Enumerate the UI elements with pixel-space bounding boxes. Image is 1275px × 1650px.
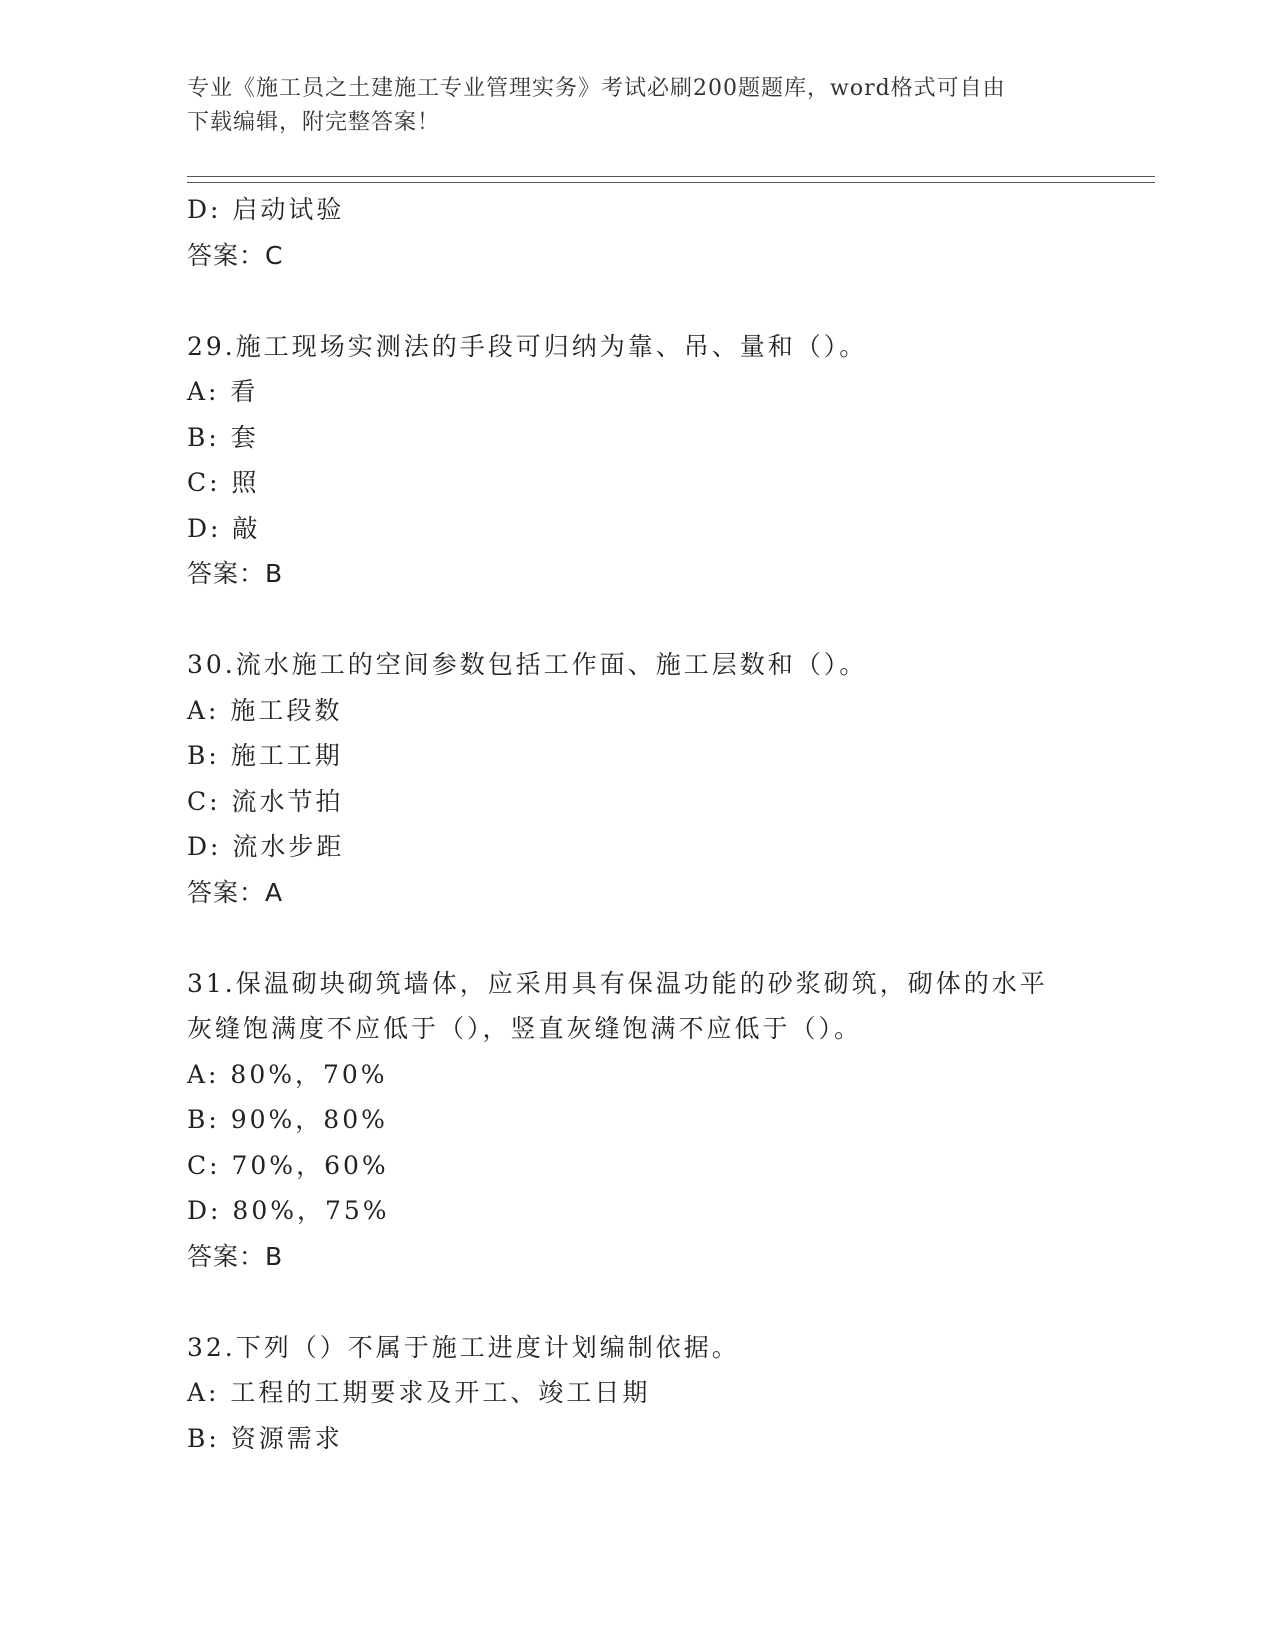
header-divider bbox=[187, 176, 1155, 183]
option-b: B: 套 bbox=[187, 422, 259, 452]
option-c: C: 70%，60% bbox=[187, 1150, 389, 1180]
page-header bbox=[187, 72, 1087, 140]
question-30 bbox=[187, 642, 1155, 915]
question-stem-line-2: 灰缝饱满度不应低于（），竖直灰缝饱满不应低于（）。 bbox=[187, 1014, 863, 1043]
header-title-line-1: 专业《施工员之土建施工专业管理实务》考试必刷200题题库，word格式可自由 bbox=[187, 76, 1006, 101]
option-a: A: 工程的工期要求及开工、竣工日期 bbox=[187, 1378, 651, 1407]
option-d: D: 敲 bbox=[187, 513, 261, 543]
question-stem: 29.施工现场实测法的手段可归纳为靠、吊、量和（）。 bbox=[187, 331, 868, 361]
question-32 bbox=[187, 1325, 1155, 1462]
answer-line: 答案：A bbox=[187, 877, 284, 907]
answer-line: 答案：B bbox=[187, 559, 284, 588]
option-b: B: 施工工期 bbox=[187, 741, 343, 770]
question-stem: 30.流水施工的空间参数包括工作面、施工层数和（）。 bbox=[187, 650, 868, 679]
option-c: C: 流水节拍 bbox=[187, 786, 344, 816]
spacer bbox=[187, 597, 1155, 643]
question-31 bbox=[187, 961, 1155, 1280]
question-stem: 32.下列（）不属于施工进度计划编制依据。 bbox=[187, 1332, 740, 1362]
question-list bbox=[187, 187, 1155, 1461]
option-b: B: 90%，80% bbox=[187, 1105, 388, 1134]
option-c: C: 照 bbox=[187, 468, 260, 497]
option-a: A: 80%，70% bbox=[187, 1059, 388, 1089]
answer-line: 答案：B bbox=[187, 1241, 284, 1271]
option-a: A: 看 bbox=[187, 377, 259, 406]
spacer bbox=[187, 915, 1155, 961]
spacer bbox=[187, 1279, 1155, 1325]
prev-question-answer: 答案：C bbox=[187, 240, 284, 270]
spacer bbox=[187, 278, 1155, 324]
question-stem-line-1: 31.保温砌块砌筑墙体，应采用具有保温功能的砂浆砌筑，砌体的水平 bbox=[187, 968, 1048, 998]
option-b: B: 资源需求 bbox=[187, 1423, 343, 1453]
header-title-line-2: 下载编辑，附完整答案！ bbox=[187, 110, 441, 135]
option-d: D: 80%，75% bbox=[187, 1196, 390, 1225]
question-29 bbox=[187, 324, 1155, 597]
option-a: A: 施工段数 bbox=[187, 695, 343, 725]
option-d: D: 流水步距 bbox=[187, 832, 345, 861]
prev-question-option-d: D: 启动试验 bbox=[187, 195, 345, 224]
